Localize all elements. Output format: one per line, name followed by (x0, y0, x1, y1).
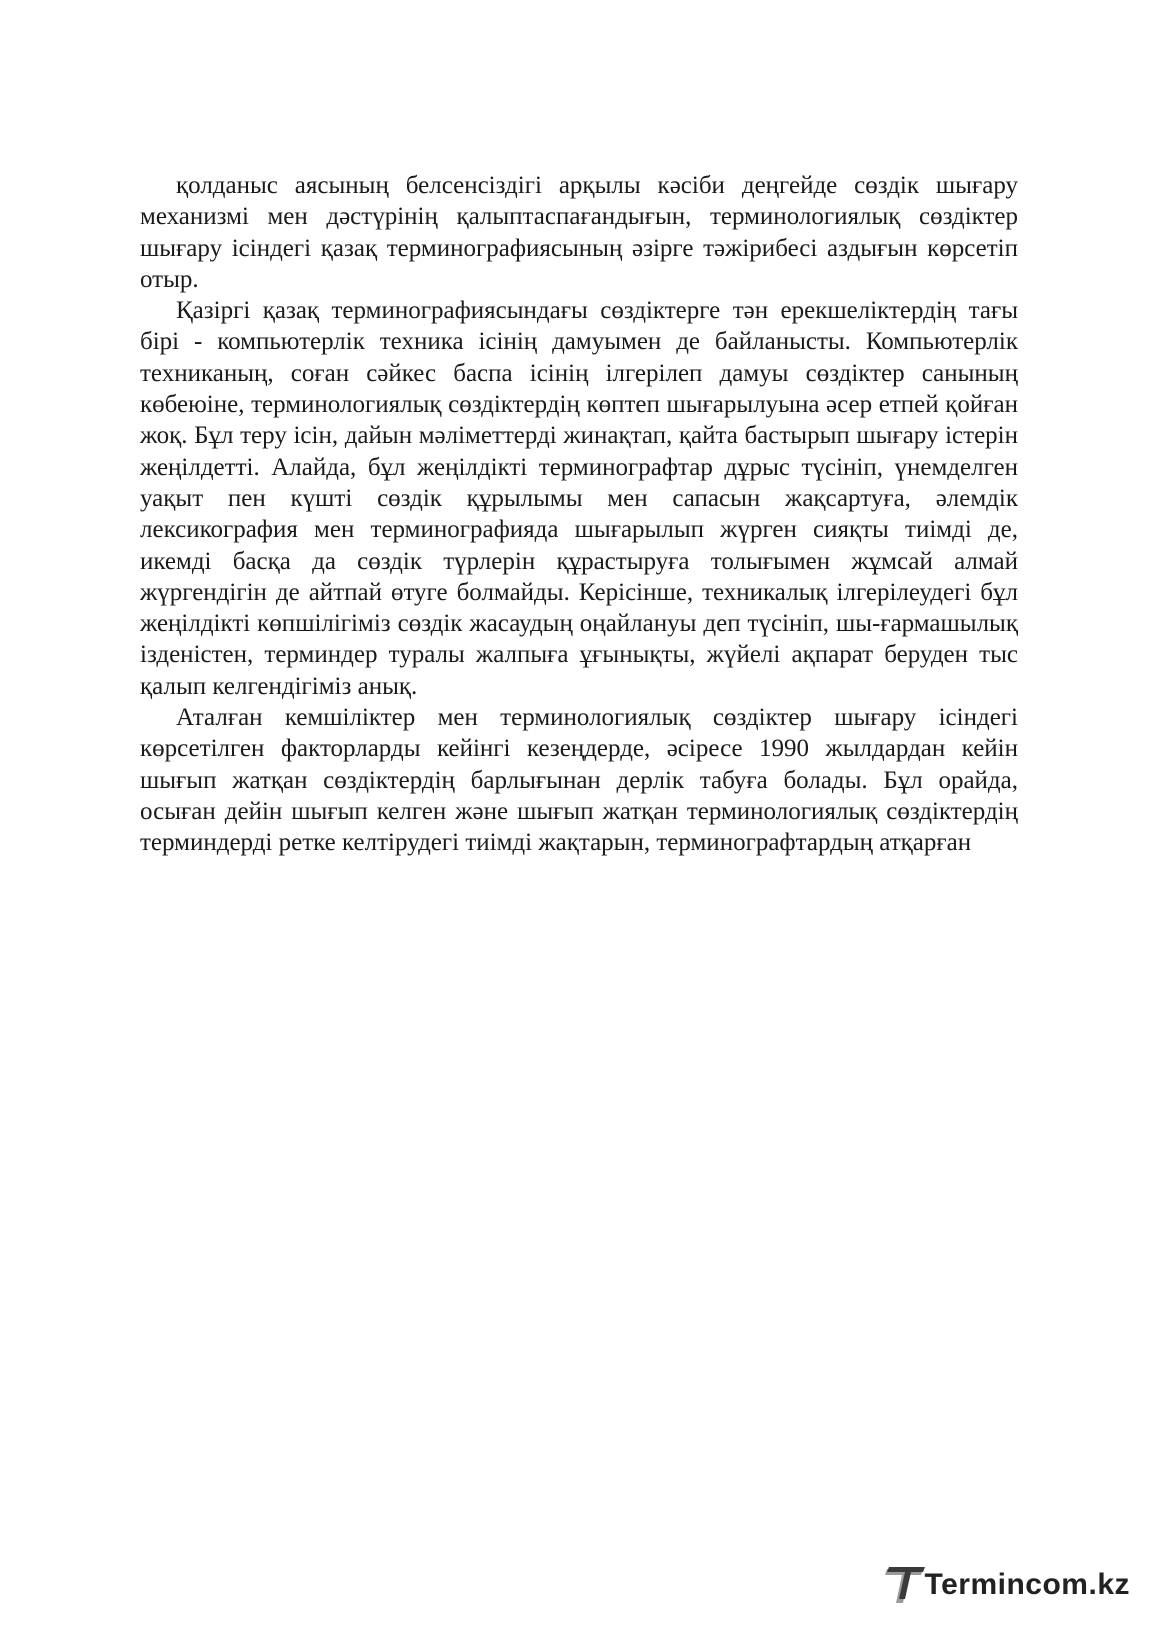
termincom-logo-icon (885, 1563, 925, 1607)
paragraph-2: Қазіргі қазақ терминографиясындағы сөздіктерге тән ерекшеліктердің тағы бірі - компьютерлік техника ісінің дамуымен де байланысты. Компьютерлік техниканың, соған сәйкес баспа ісінің ілгерілеп дамуы сөздіктер санының көбеюіне, терминологиялық сөздіктердің көптеп шығарылуына әсер етпей қойған жоқ. Бұл теру ісін, дайын мәліметтерді жинақтап, қайта бастырып шығару істерін жеңілдетті. Алайда, бұл жеңілдікті терминографтар дұрыс түсініп, үнемделген уақыт пен күшті сөздік құрылымы мен сапасын жақсартуға, әлемдік лексикография мен терминографияда шығарылып жүрген сияқты тиімді де, икемді басқа да сөздік түрлерін құрастыруға толығымен жұмсай алмай жүргендігін де айтпай өтуге болмайды. Керісінше, техникалық ілгерілеудегі бұл жеңілдікті көпшілігіміз сөздік жасаудың оңайлануы деп түсініп, шы-ғармашылық ізденістен, терминдер туралы жалпыға ұғынықты, жүйелі ақпарат беруден тыс қалып келгендігіміз анық. (140, 297, 1018, 700)
document-page (140, 170, 1018, 859)
watermark (885, 1563, 1131, 1607)
watermark-text: Termincom.kz (924, 1568, 1130, 1601)
paragraph-3: Аталған кемшіліктер мен терминологиялық сөздіктер шығару ісіндегі көрсетілген факторларды кейінгі кезеңдерде, әсіресе 1990 жылдардан кейін шығып жатқан сөздіктердің барлығынан дерлік табуға болады. Бұл орайда, осыған дейін шығып келген және шығып жатқан терминологиялық сөздіктердің терминдерді ретке келтірудегі тиімді жақтарын, терминографтардың атқарған (140, 704, 1018, 857)
paragraph-1: қолданыс аясының белсенсіздігі арқылы кәсіби деңгейде сөздік шығару механизмі мен дәстүрінің қалыптаспағандығын, терминологиялық сөздіктер шығару ісіндегі қазақ терминографиясының әзірге тәжірибесі аздығын көрсетіп отыр. (140, 172, 1018, 293)
